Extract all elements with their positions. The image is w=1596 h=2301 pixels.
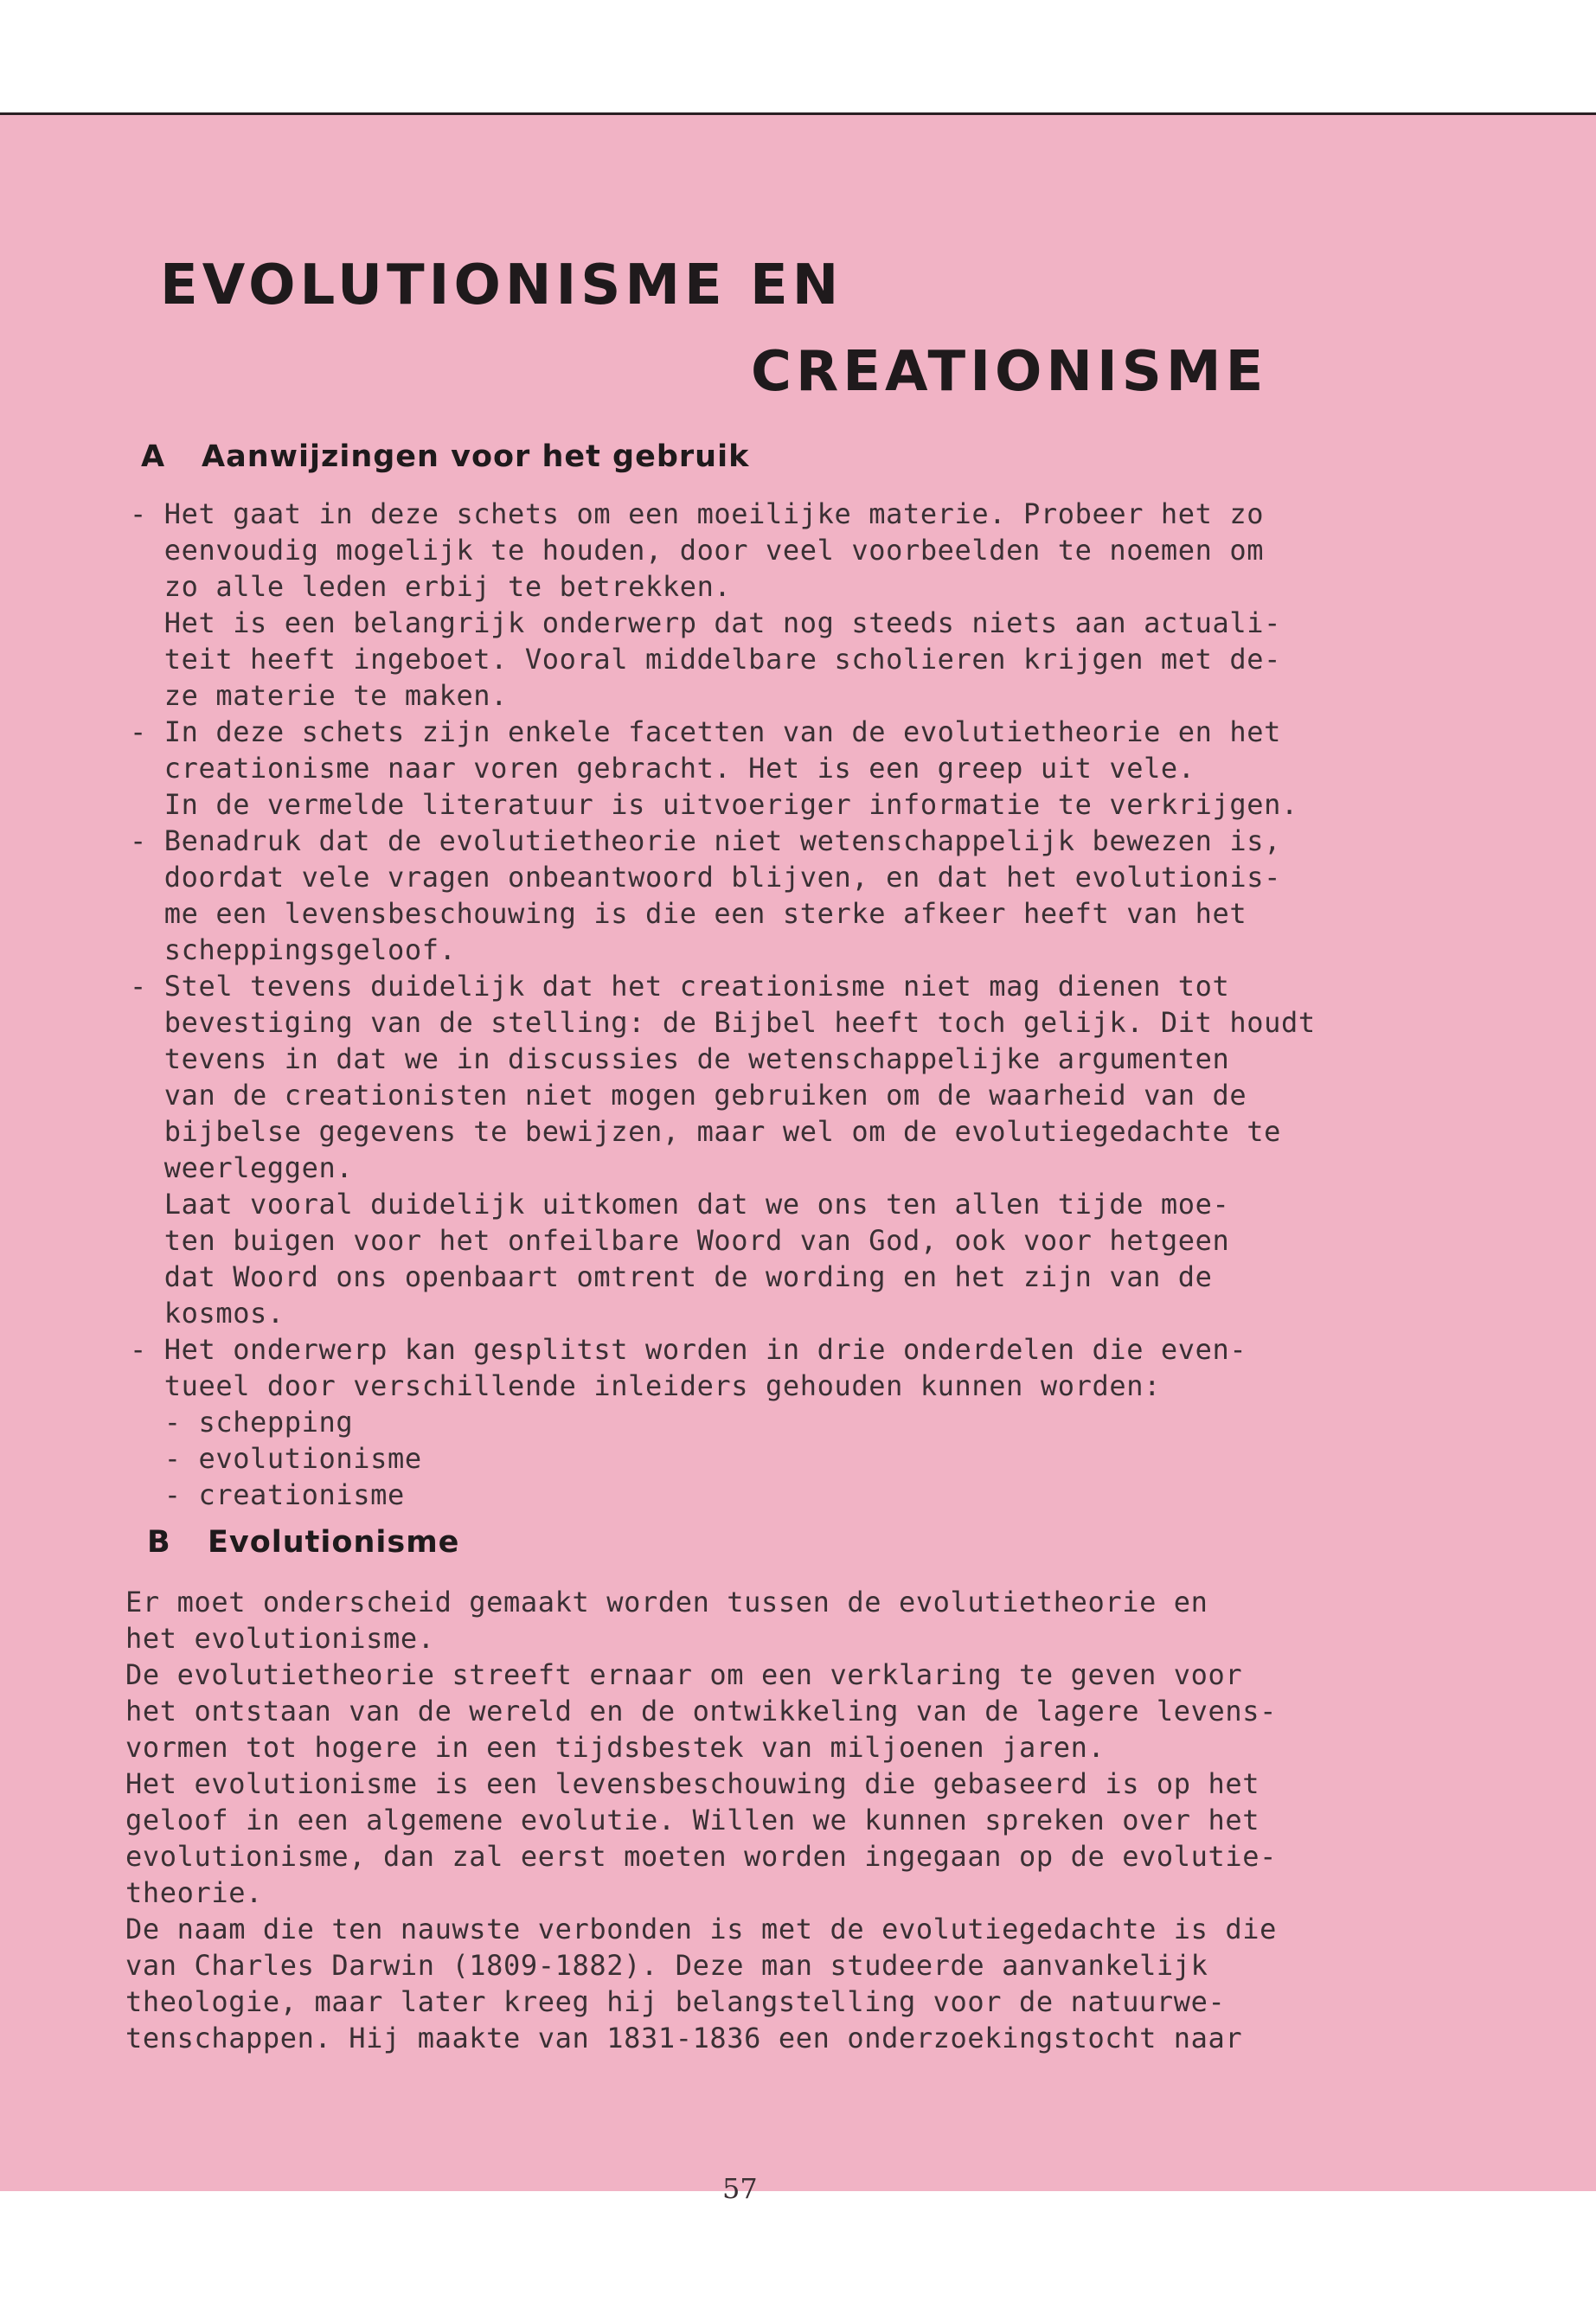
text-line: De evolutietheorie streeft ernaar om een verklaring te geven voor bbox=[125, 1658, 1243, 1691]
text-line: eenvoudig mogelijk te houden, door veel voorbeelden te noemen om bbox=[130, 534, 1265, 567]
text-line: van Charles Darwin (1809-1882). Deze man studeerde aanvankelijk bbox=[125, 1949, 1208, 1982]
text-line: teit heeft ingeboet. Vooral middelbare scholieren krijgen met de- bbox=[130, 643, 1281, 676]
text-line: het evolutionisme. bbox=[125, 1622, 435, 1655]
page-number: 57 bbox=[722, 2172, 758, 2205]
text-line: weerleggen. bbox=[130, 1151, 354, 1184]
section-a-letter: A bbox=[141, 439, 166, 474]
section-b-letter: B bbox=[147, 1525, 171, 1560]
text-line: me een levensbeschouwing is die een sterke afkeer heeft van het bbox=[130, 897, 1247, 930]
text-line: theorie. bbox=[125, 1876, 263, 1909]
text-line: vormen tot hogere in een tijdsbestek van miljoenen jaren. bbox=[125, 1731, 1106, 1764]
document-page bbox=[0, 112, 1596, 2205]
text-line: De naam die ten nauwste verbonden is met de evolutiegedachte is die bbox=[125, 1913, 1277, 1945]
text-line: van de creationisten niet mogen gebruiken om de waarheid van de bbox=[130, 1079, 1247, 1112]
text-line: ten buigen voor het onfeilbare Woord van God, ook voor hetgeen bbox=[130, 1224, 1230, 1257]
page-title-line-1: EVOLUTIONISME EN bbox=[160, 253, 843, 317]
section-a-heading bbox=[141, 439, 749, 474]
text-line: ze materie te maken. bbox=[130, 679, 509, 712]
text-line: - Het gaat in deze schets om een moeilijke materie. Probeer het zo bbox=[130, 497, 1265, 530]
text-line: evolutionisme, dan zal eerst moeten worden ingegaan op de evolutie- bbox=[125, 1840, 1277, 1873]
text-line: - Stel tevens duidelijk dat het creationisme niet mag dienen tot bbox=[130, 970, 1230, 1003]
text-line: bijbelse gegevens te bewijzen, maar wel om de evolutiegedachte te bbox=[130, 1115, 1281, 1148]
section-b-body bbox=[125, 1584, 1277, 2056]
text-line: tueel door verschillende inleiders gehouden kunnen worden: bbox=[130, 1369, 1161, 1402]
text-line: tevens in dat we in discussies de wetenschappelijke argumenten bbox=[130, 1042, 1230, 1075]
section-a-body bbox=[130, 496, 1316, 1513]
text-line: doordat vele vragen onbeantwoord blijven, en dat het evolutionis- bbox=[130, 861, 1281, 894]
text-line: kosmos. bbox=[130, 1297, 285, 1330]
text-line: Laat vooral duidelijk uitkomen dat we ons ten allen tijde moe- bbox=[130, 1188, 1230, 1221]
text-line: - Benadruk dat de evolutietheorie niet wetenschappelijk bewezen is, bbox=[130, 824, 1281, 857]
text-line: - evolutionisme bbox=[130, 1442, 422, 1475]
text-line: - Het onderwerp kan gesplitst worden in drie onderdelen die even- bbox=[130, 1333, 1247, 1366]
section-b-heading bbox=[147, 1525, 459, 1560]
text-line: het ontstaan van de wereld en de ontwikkeling van de lagere levens- bbox=[125, 1695, 1277, 1727]
text-line: scheppingsgeloof. bbox=[130, 933, 457, 966]
text-line: zo alle leden erbij te betrekken. bbox=[130, 570, 732, 603]
text-line: bevestiging van de stelling: de Bijbel heeft toch gelijk. Dit houdt bbox=[130, 1006, 1316, 1039]
text-line: Het is een belangrijk onderwerp dat nog steeds niets aan actuali- bbox=[130, 606, 1281, 639]
text-line: - In deze schets zijn enkele facetten van de evolutietheorie en het bbox=[130, 715, 1281, 748]
text-line: creationisme naar voren gebracht. Het is een greep uit vele. bbox=[130, 752, 1195, 785]
text-line: Er moet onderscheid gemaakt worden tussen de evolutietheorie en bbox=[125, 1586, 1208, 1618]
section-b-heading-text: Evolutionisme bbox=[208, 1525, 460, 1560]
text-line: geloof in een algemene evolutie. Willen we kunnen spreken over het bbox=[125, 1804, 1260, 1836]
text-line: theologie, maar later kreeg hij belangstelling voor de natuurwe- bbox=[125, 1985, 1226, 2018]
text-line: dat Woord ons openbaart omtrent de wording en het zijn van de bbox=[130, 1260, 1213, 1293]
page-title-line-2: CREATIONISME bbox=[751, 340, 1268, 404]
text-line: tenschappen. Hij maakte van 1831-1836 een onderzoekingstocht naar bbox=[125, 2022, 1243, 2054]
text-line: - schepping bbox=[130, 1406, 354, 1439]
text-line: - creationisme bbox=[130, 1478, 405, 1511]
text-line: Het evolutionisme is een levensbeschouwing die gebaseerd is op het bbox=[125, 1767, 1260, 1800]
section-a-heading-text: Aanwijzingen voor het gebruik bbox=[202, 439, 750, 474]
text-line: In de vermelde literatuur is uitvoeriger informatie te verkrijgen. bbox=[130, 788, 1298, 821]
